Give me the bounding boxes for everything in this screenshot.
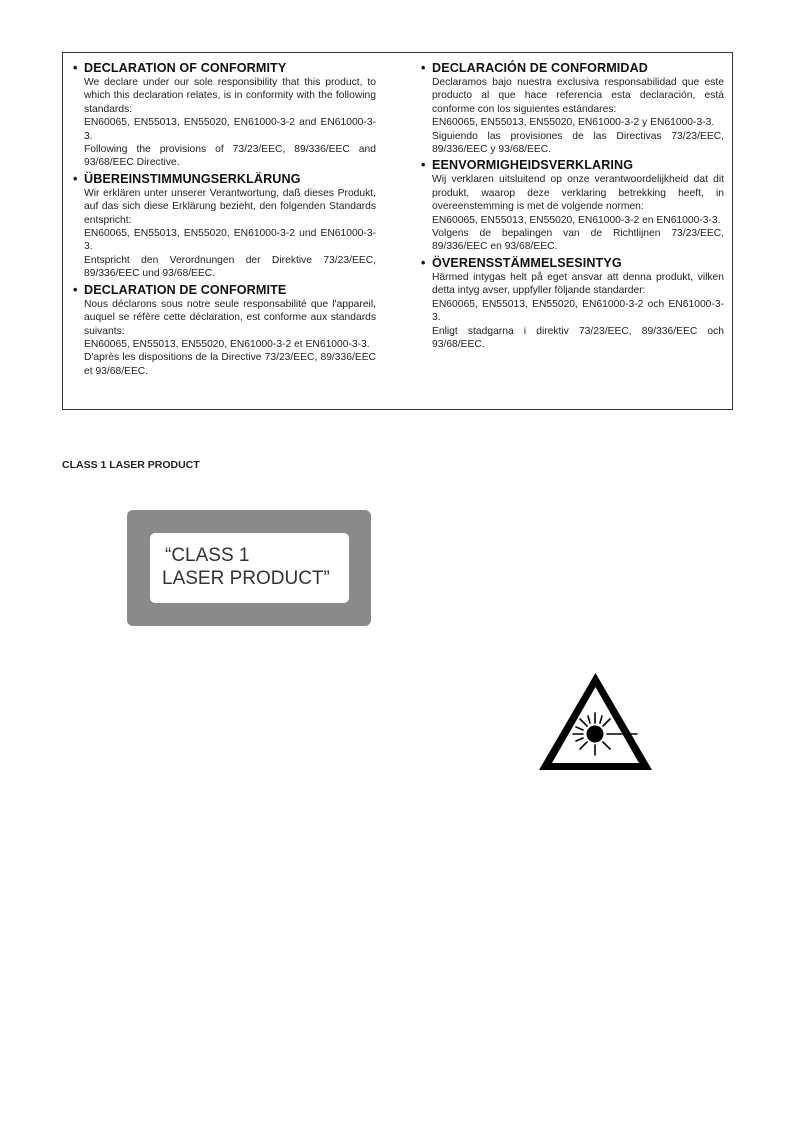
laser-warning-icon xyxy=(537,671,654,772)
section-paragraph: Siguiendo las provisiones de las Directivas 73/23/EEC, 89/336/EEC y 93/68/EEC. xyxy=(432,130,724,156)
section-paragraph: Entspricht den Verordnungen der Direktive 73/23/EEC, 89/336/EEC und 93/68/EEC. xyxy=(84,254,376,280)
section-paragraph: Declaramos bajo nuestra exclusiva responsabilidad que este producto al que hace referencia esta declaración, está conforme con los siguientes estándares: xyxy=(432,77,724,115)
section-title: ÖVERENSSTÄMMELSESINTYG xyxy=(432,255,622,270)
section-heading xyxy=(421,158,724,173)
section-paragraph: EN60065, EN55013, EN55020, EN61000-3-2 y EN61000-3-3. xyxy=(432,117,715,129)
section-paragraph: EN60065, EN55013, EN55020, EN61000-3-2 en EN61000-3-3. xyxy=(432,214,721,226)
section-paragraph: EN60065, EN55013, EN55020, EN61000-3-2 och EN61000-3-3. xyxy=(432,298,724,324)
bullet-icon: • xyxy=(73,171,78,186)
section-paragraph: EN60065, EN55013, EN55020, EN61000-3-2 et EN61000-3-3. xyxy=(84,338,370,350)
section-heading xyxy=(73,61,376,76)
laser-label-panel xyxy=(150,533,349,603)
bullet-icon: • xyxy=(73,61,78,75)
section-paragraph: We declare under our sole responsibility that this product, to which this declaration relates, is in conformity with the following standards: xyxy=(84,77,376,115)
section-paragraph: Enligt stadgarna i direktiv 73/23/EEC, 89/336/EEC och 93/68/EEC. xyxy=(432,325,724,350)
section-title: ÜBEREINSTIMMUNGSERKLÄRUNG xyxy=(84,171,301,186)
section-paragraph: Härmed intygas helt på eget ansvar att denna produkt, vilken detta intyg avser, uppfyller följande standarder: xyxy=(432,271,724,297)
declaration-column-right xyxy=(421,61,724,353)
section-heading xyxy=(421,61,724,76)
section-title: DECLARATION OF CONFORMITY xyxy=(84,61,287,75)
section-paragraph: D'après les dispositions de la Directive 73/23/EEC, 89/336/EEC et 93/68/EEC. xyxy=(84,352,376,377)
declaration-box xyxy=(62,52,733,410)
class1-laser-label xyxy=(127,510,371,626)
section-paragraph: Wij verklaren uitsluitend op onze verantwoordelijkheid dat dit produkt, waarop deze verklaring betrekking heeft, in overeenstemming is met de volgende normen: xyxy=(432,174,724,213)
declaration-section xyxy=(73,283,376,378)
section-paragraph: EN60065, EN55013, EN55020, EN61000-3-2 und EN61000-3-3. xyxy=(84,228,376,253)
declaration-section xyxy=(73,172,376,281)
laser-label-line1: “CLASS 1 xyxy=(165,545,250,566)
declaration-section xyxy=(421,61,724,156)
section-paragraph: Following the provisions of 73/23/EEC, 89/336/EEC and 93/68/EEC Directive. xyxy=(84,144,376,169)
bullet-icon: • xyxy=(421,255,426,270)
section-heading xyxy=(421,256,724,271)
declaration-section xyxy=(73,61,376,170)
section-heading xyxy=(73,172,376,187)
laser-label-line2: LASER PRODUCT” xyxy=(162,568,330,589)
bullet-icon: • xyxy=(421,158,426,173)
section-title: DECLARACIÓN DE CONFORMIDAD xyxy=(432,61,648,75)
section-title: EENVORMIGHEIDSVERKLARING xyxy=(432,158,634,173)
laser-caption: CLASS 1 LASER PRODUCT xyxy=(62,459,200,471)
bullet-icon: • xyxy=(73,282,78,297)
section-paragraph: Volgens de bepalingen van de Richtlijnen 73/23/EEC, 89/336/EEC en 93/68/EEC. xyxy=(432,228,724,253)
section-paragraph: EN60065, EN55013, EN55020, EN61000-3-2 and EN61000-3-3. xyxy=(84,117,376,142)
declaration-column-left xyxy=(73,61,376,380)
section-heading xyxy=(73,283,376,298)
section-paragraph: Nous déclarons sous notre seule responsabilité que l'appareil, auquel se réfère cette déclaration, est conforme aux standards suivants: xyxy=(84,298,376,337)
declaration-section xyxy=(421,158,724,253)
section-title: DECLARATION DE CONFORMITE xyxy=(84,282,287,297)
declaration-section xyxy=(421,256,724,351)
bullet-icon: • xyxy=(421,61,426,75)
section-paragraph: Wir erklären unter unserer Verantwortung, daß dieses Produkt, auf das sich diese Erklärung bezieht, den folgenden Standards entspricht: xyxy=(84,187,376,226)
